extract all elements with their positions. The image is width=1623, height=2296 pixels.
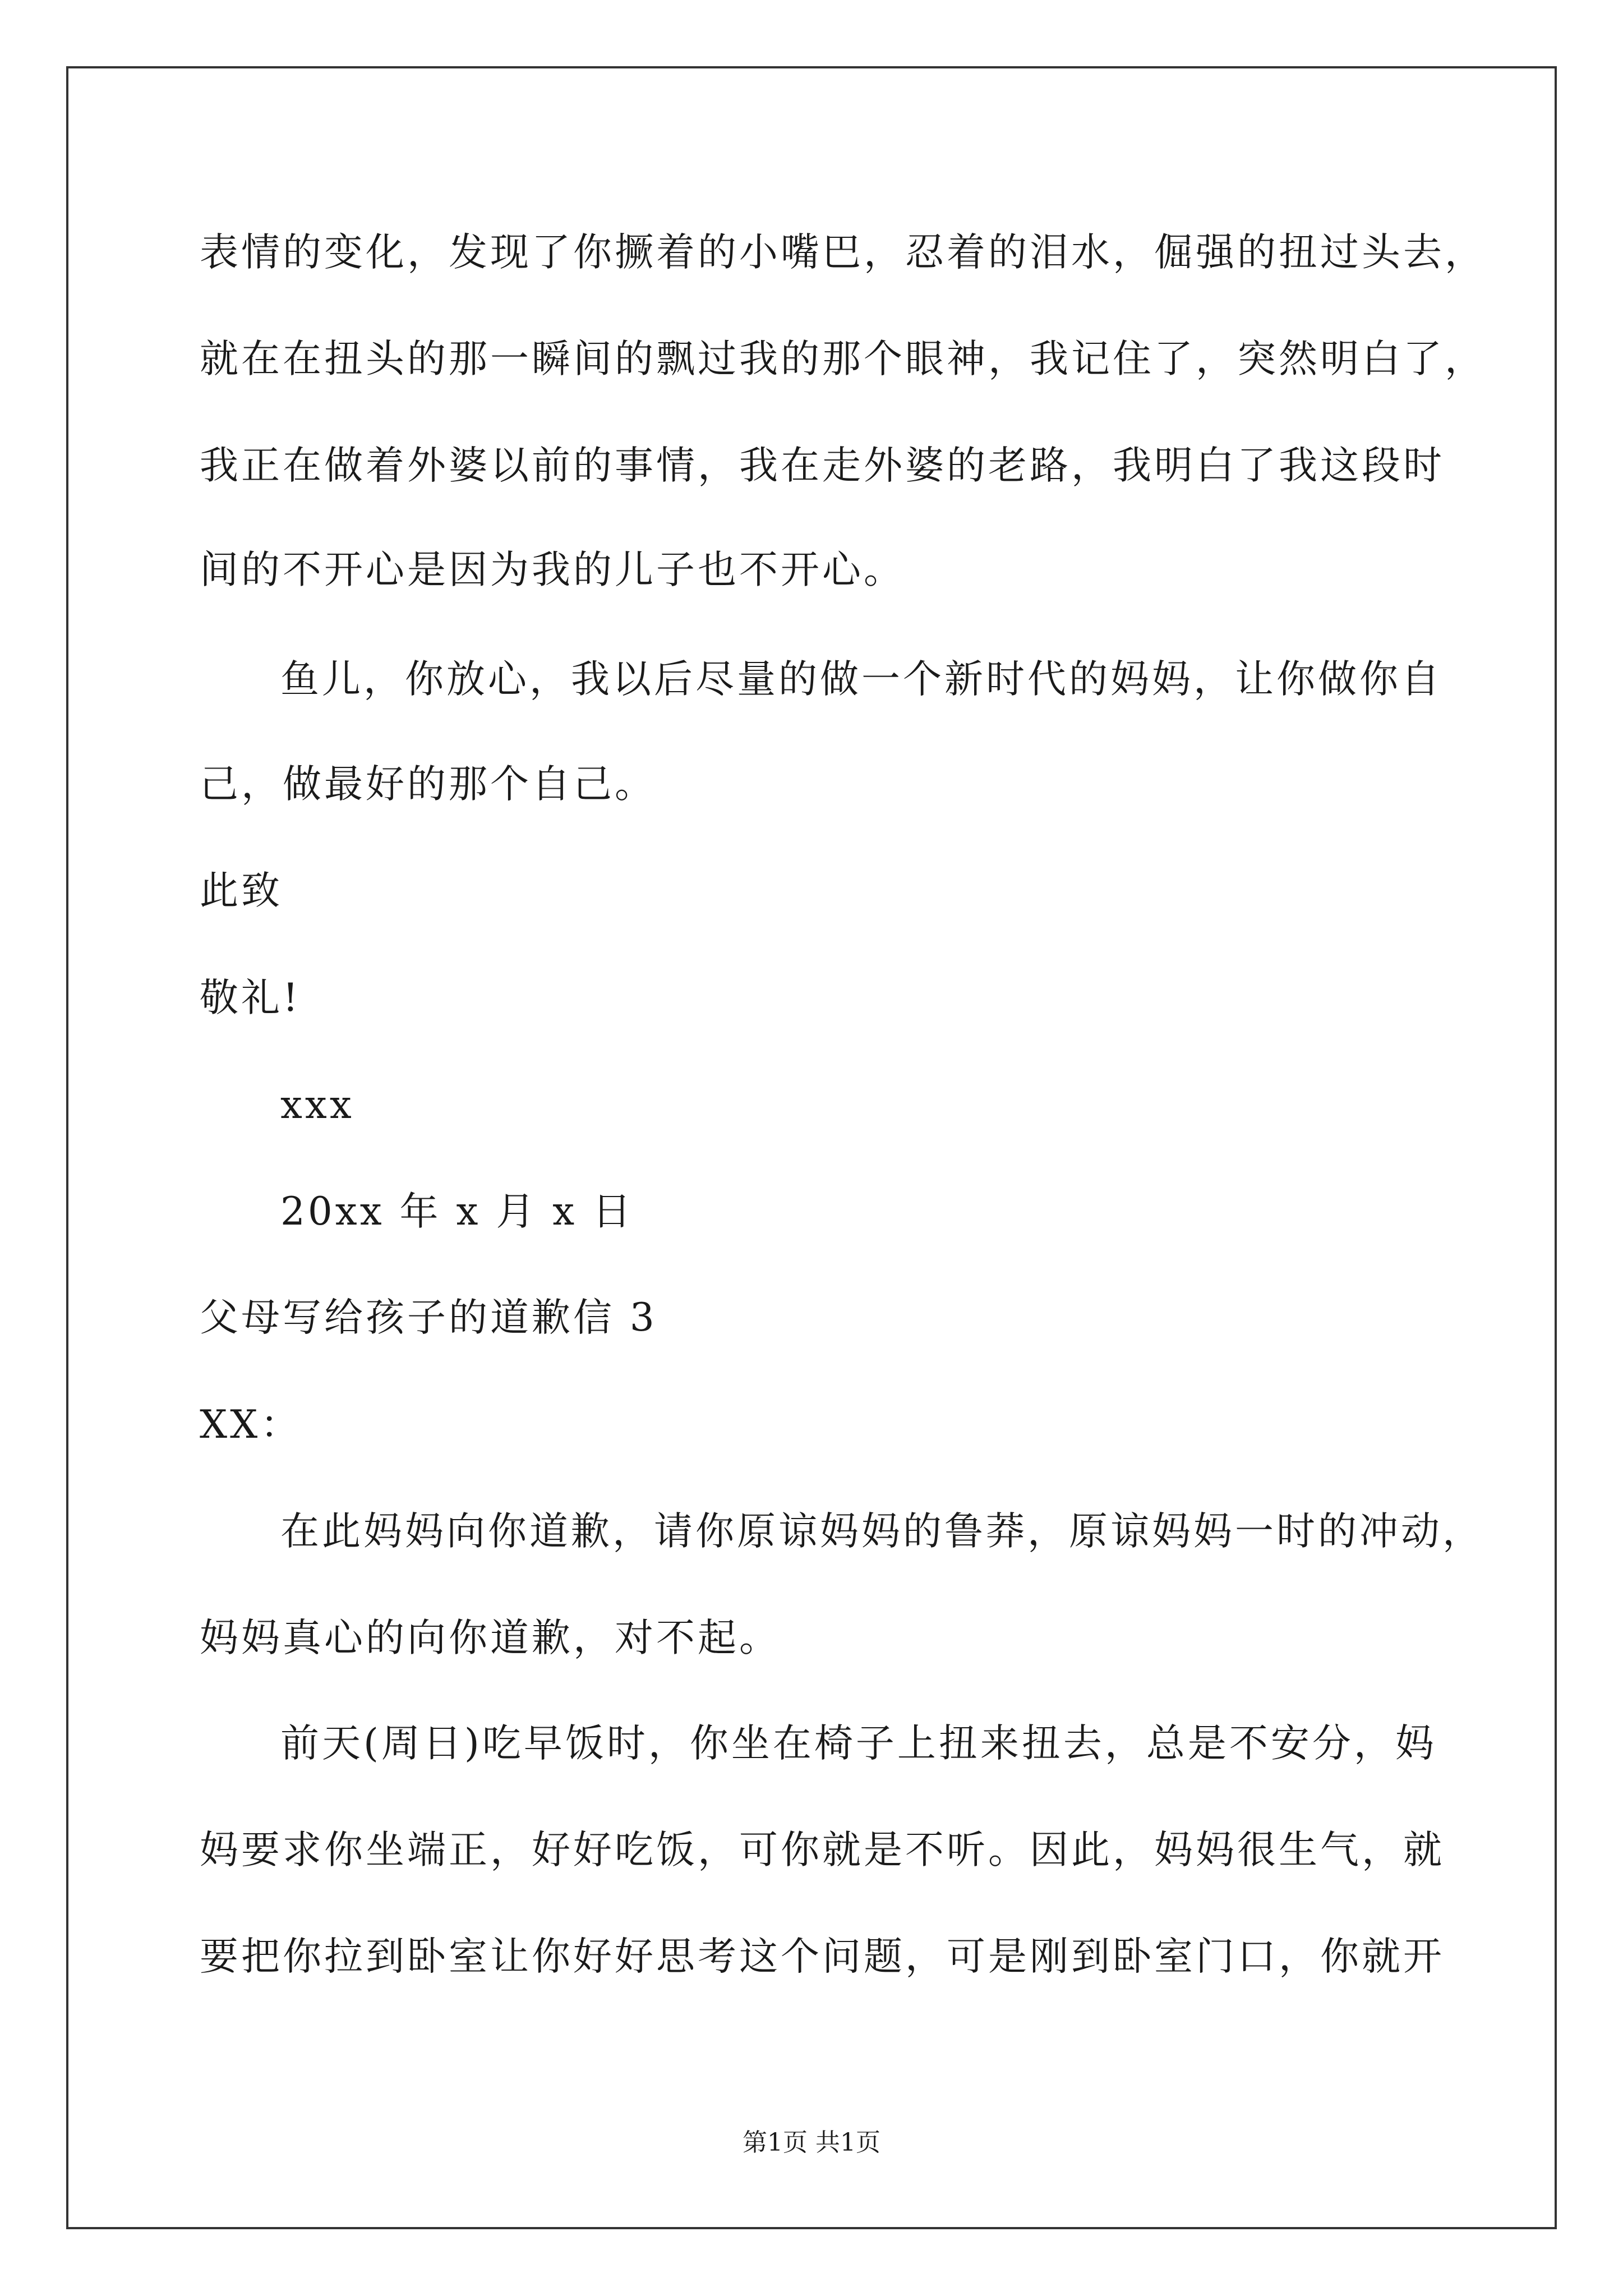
- text-line: 就在在扭头的那一瞬间的飘过我的那个眼神，我记住了，突然明白了，: [200, 337, 1486, 381]
- text-line: 要把你拉到卧室让你好好思考这个问题，可是刚到卧室门口，你就开: [200, 1934, 1445, 1979]
- salutation-regards: 敬礼!: [200, 976, 301, 1020]
- text-line: 前天(周日)吃早饭时，你坐在椅子上扭来扭去，总是不安分，妈: [280, 1721, 1437, 1766]
- text-line: 表情的变化，发现了你撅着的小嘴巴，忍着的泪水，倔强的扭过头去，: [200, 230, 1486, 275]
- section-title: 父母写给孩子的道歉信 3: [200, 1295, 657, 1340]
- signature: xxx: [280, 1083, 354, 1128]
- text-line: 我正在做着外婆以前的事情，我在走外婆的老路，我明白了我这段时: [200, 443, 1445, 488]
- page-footer: 第1页 共1页: [743, 2128, 880, 2157]
- text-line: 间的不开心是因为我的儿子也不开心。: [200, 547, 905, 592]
- salutation-closing: 此致: [200, 868, 283, 913]
- date-line: 20xx 年 x 月 x 日: [280, 1189, 634, 1234]
- text-line: 鱼儿，你放心，我以后尽量的做一个新时代的妈妈，让你做你自: [280, 657, 1442, 702]
- page-border: [66, 66, 1557, 2229]
- recipient-line: XX：: [200, 1402, 302, 1447]
- text-line: 己，做最好的那个自己。: [200, 762, 656, 807]
- text-line: 妈妈真心的向你道歉，对不起。: [200, 1616, 781, 1660]
- text-line: 在此妈妈向你道歉，请你原谅妈妈的鲁莽，原谅妈妈一时的冲动，: [280, 1509, 1484, 1554]
- text-line: 妈要求你坐端正，好好吃饭，可你就是不听。因此，妈妈很生气，就: [200, 1828, 1445, 1872]
